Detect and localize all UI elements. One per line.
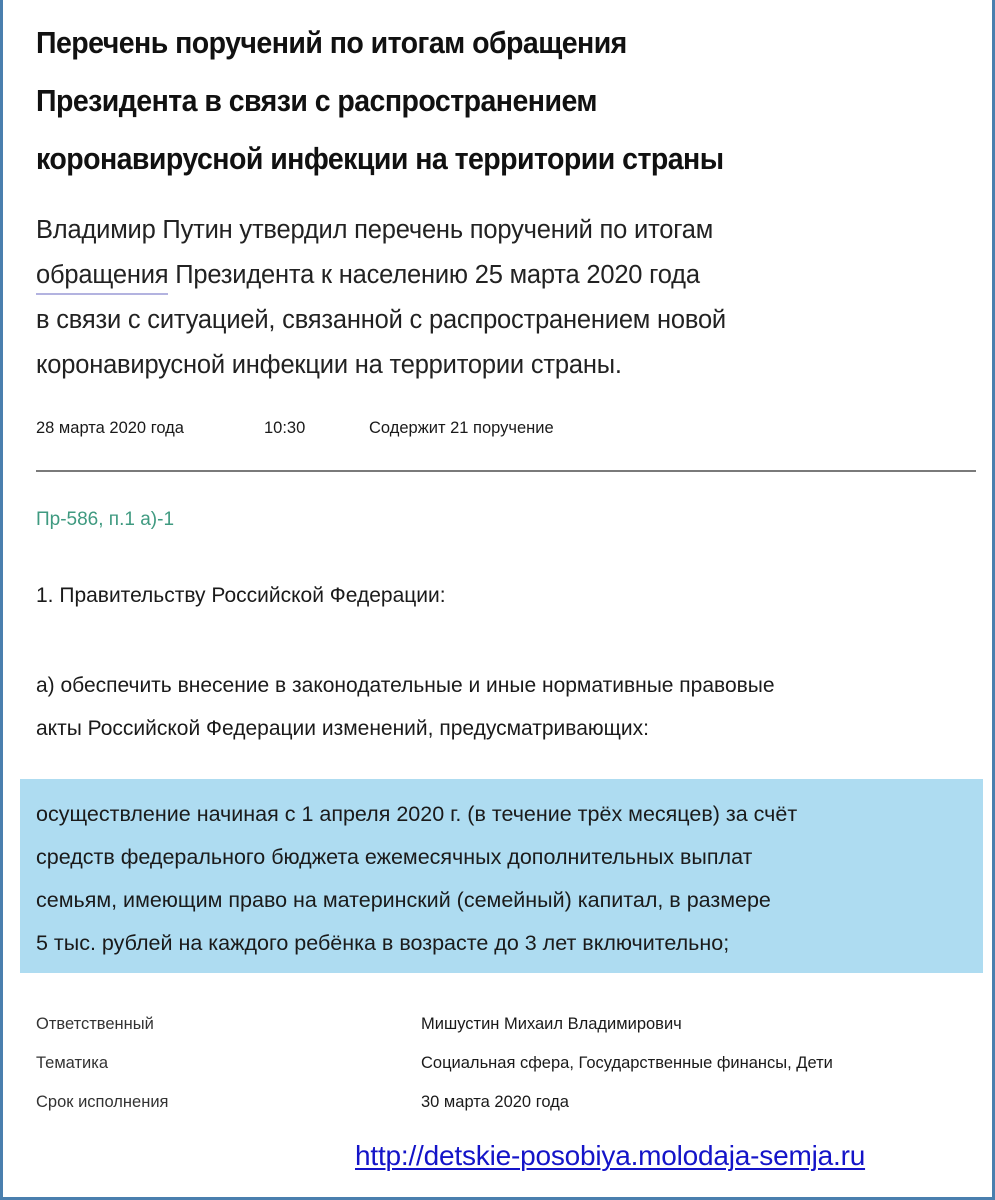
publish-time: 10:30: [264, 419, 306, 437]
highlighted-line-2: средств федерального бюджета ежемесячных дополнительных выплат: [36, 845, 753, 869]
details-row-responsible: [36, 1015, 966, 1054]
title-line-2: Президента в связи с распространением: [36, 83, 597, 118]
details-label: Тематика: [36, 1054, 109, 1072]
lead-line-1: Владимир Путин утвердил перечень поручений по итогам: [36, 216, 714, 244]
details-row-deadline: [36, 1093, 966, 1132]
lead-line-2: [36, 253, 936, 298]
title-line-1: Перечень поручений по итогам обращения: [36, 25, 627, 60]
highlighted-line-1: осуществление начиная с 1 апреля 2020 г. (в течение трёх месяцев) за счёт: [36, 802, 798, 826]
paragraph-2-line-1: а) обеспечить внесение в законодательные и иные нормативные правовые: [36, 674, 775, 697]
source-url-link[interactable]: http://detskie-posobiya.molodaja-semja.ru: [355, 1140, 866, 1171]
details-value: Мишустин Михаил Владимирович: [421, 1015, 682, 1033]
lead-line-3: в связи с ситуацией, связанной с распространением новой: [36, 306, 726, 334]
details-value: 30 марта 2020 года: [421, 1093, 569, 1111]
address-link[interactable]: обращения: [36, 261, 168, 295]
lead-line-4: коронавирусной инфекции на территории страны.: [36, 351, 622, 379]
details-value: Социальная сфера, Государственные финансы, Дети: [421, 1054, 833, 1072]
highlighted-block: [20, 779, 983, 973]
instruction-count: Содержит 21 поручение: [369, 419, 554, 437]
meta-row: [36, 419, 554, 438]
details-label: Ответственный: [36, 1015, 154, 1033]
lead-paragraph: [36, 208, 936, 388]
details-label: Срок исполнения: [36, 1093, 169, 1111]
highlighted-line-4: 5 тыс. рублей на каждого ребёнка в возрасте до 3 лет включительно;: [36, 931, 730, 955]
paragraph-2-line-2: акты Российской Федерации изменений, предусматривающих:: [36, 717, 649, 740]
highlighted-text: [36, 793, 797, 965]
divider: [36, 470, 976, 472]
title-line-3: коронавирусной инфекции на территории страны: [36, 141, 724, 176]
lead-line-2-rest: Президента к населению 25 марта 2020 года: [168, 261, 700, 289]
publish-date: 28 марта 2020 года: [36, 419, 184, 437]
instruction-paragraph-1: 1. Правительству Российской Федерации:: [36, 584, 446, 607]
details-table: [36, 1015, 966, 1132]
highlighted-line-3: семьям, имеющим право на материнский (семейный) капитал, в размере: [36, 888, 771, 912]
instruction-code: Пр-586, п.1 а)-1: [36, 509, 175, 530]
details-row-topics: [36, 1054, 966, 1093]
page-title: [36, 14, 864, 188]
instruction-paragraph-2: [36, 664, 986, 750]
